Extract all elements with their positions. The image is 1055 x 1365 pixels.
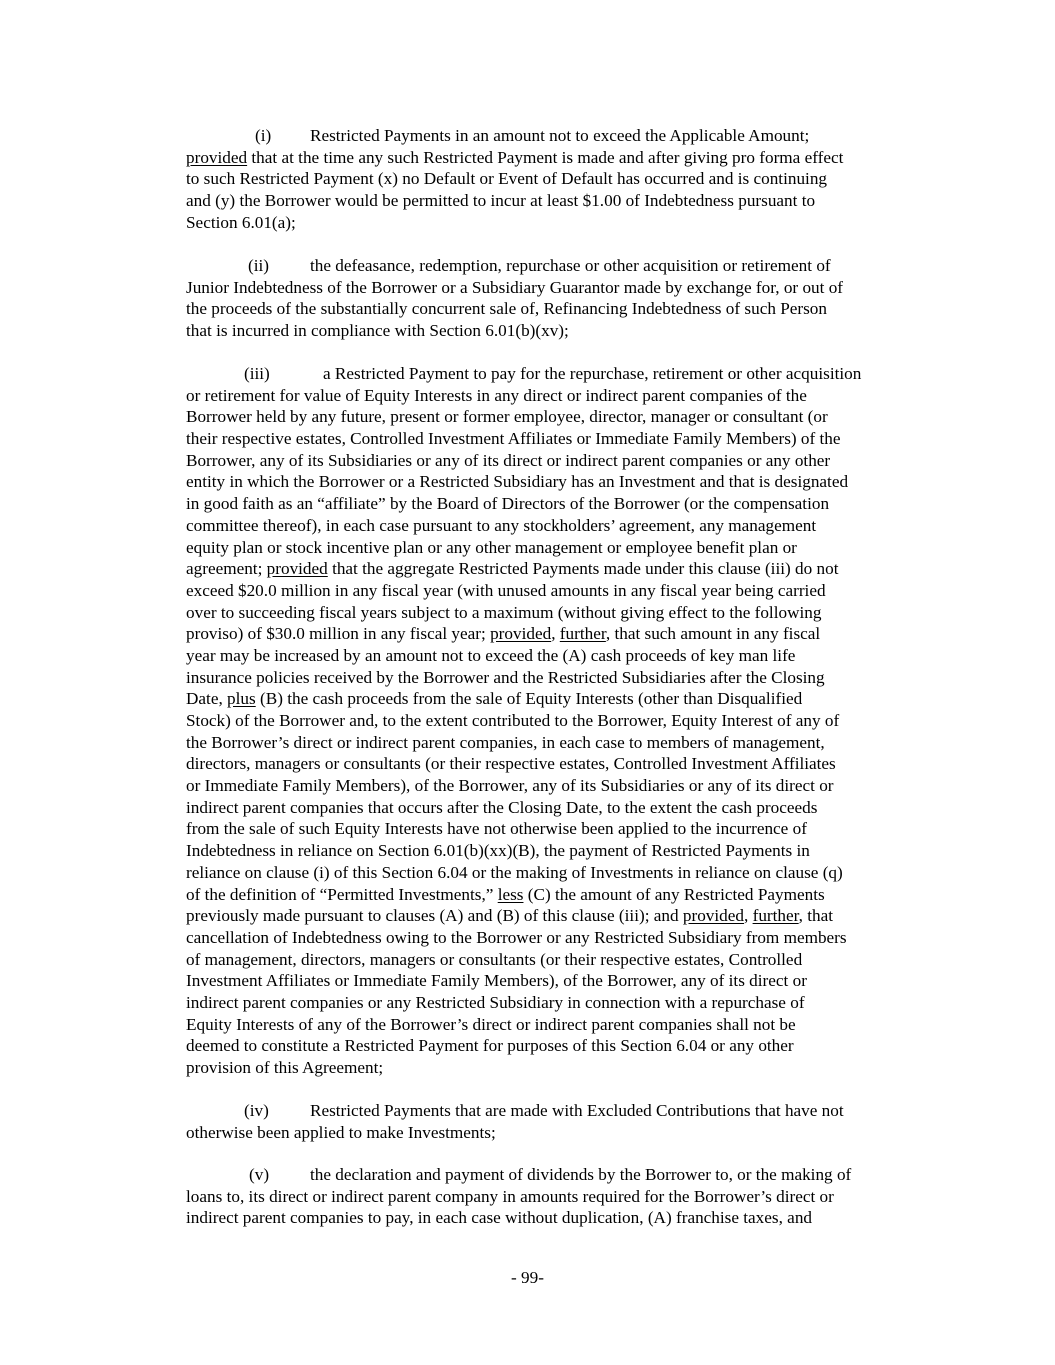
text-line	[186, 580, 926, 602]
text-run: the defeasance, redemption, repurchase or other acquisition or retirement of	[310, 256, 831, 275]
text-run: Equity Interests of any of the Borrower’s direct or indirect parent companies shall not be	[186, 1014, 796, 1034]
text-run: insurance policies received by the Borrower and the Restricted Subsidiaries after the Closing	[186, 667, 825, 687]
text-run: to such Restricted Payment (x) no Default or Event of Default has occurred and is continuing	[186, 169, 828, 189]
clause-marker: (v)	[249, 1165, 270, 1184]
text-line	[186, 840, 926, 862]
text-run: that the aggregate Restricted Payments made under this clause (iii) do not	[327, 559, 839, 579]
text-run: and (y) the Borrower would be permitted to incur at least $1.00 of Indebtedness pursuant to	[186, 191, 816, 211]
text-run: indirect parent companies to pay, in each case without duplication, (A) franchise taxes, and	[186, 1208, 813, 1228]
text-line	[186, 797, 926, 819]
text-run: ,	[744, 906, 753, 926]
text-run: the declaration and payment of dividends by the Borrower to, or the making of	[310, 1165, 852, 1184]
text-line	[186, 298, 926, 320]
text-run: of the definition of “Permitted Investments,”	[186, 884, 498, 904]
text-run: their respective estates, Controlled Investment Affiliates or Immediate Family Members) of the	[186, 429, 841, 449]
text-run: Restricted Payments in an amount not to exceed the Applicable Amount;	[310, 126, 810, 145]
text-run: Investment Affiliates or Immediate Family Members), of the Borrower, any of its direct or	[186, 971, 807, 991]
clause-iv	[186, 1100, 926, 1143]
text-line	[186, 385, 926, 407]
text-line	[186, 1207, 926, 1229]
text-line	[186, 992, 926, 1014]
underlined-term: plus	[227, 689, 256, 709]
text-run: year may be increased by an amount not to exceed the (A) cash proceeds of key man life	[186, 645, 796, 665]
text-run: , that such amount in any fiscal	[605, 624, 821, 644]
text-line	[186, 775, 926, 797]
text-run: Restricted Payments that are made with Excluded Contributions that have not	[310, 1101, 844, 1120]
text-line	[186, 688, 926, 710]
underlined-term: provided	[266, 559, 328, 579]
text-line	[186, 1122, 926, 1144]
clause-iii	[186, 363, 926, 1079]
text-run: previously made pursuant to clauses (A) and (B) of this clause (iii); and	[186, 906, 683, 926]
text-run: (B) the cash proceeds from the sale of Equity Interests (other than Disqualified	[255, 689, 803, 709]
text-line	[186, 1057, 926, 1079]
text-run: , that	[798, 906, 834, 926]
text-line	[186, 884, 926, 906]
text-run: Junior Indebtedness of the Borrower or a Subsidiary Guarantor made by exchange for, or out of	[186, 277, 844, 297]
text-line	[186, 450, 926, 472]
clause-ii	[186, 255, 926, 342]
text-line	[186, 1014, 926, 1036]
text-run: the proceeds of the substantially concurrent sale of, Refinancing Indebtedness of such Person	[186, 299, 827, 319]
text-line	[186, 125, 926, 147]
text-line	[186, 537, 926, 559]
text-line	[186, 1035, 926, 1057]
text-run: ,	[551, 624, 560, 644]
text-line	[186, 168, 926, 190]
text-line	[186, 212, 926, 234]
underlined-term: provided	[490, 624, 552, 644]
text-line	[186, 320, 926, 342]
text-line	[186, 190, 926, 212]
text-run: cancellation of Indebtedness owing to the Borrower or any Restricted Subsidiary from members	[186, 927, 847, 947]
text-line	[186, 862, 926, 884]
clause-marker: (i)	[255, 126, 272, 145]
text-line	[186, 1100, 926, 1122]
text-run: that at the time any such Restricted Payment is made and after giving pro forma effect	[247, 147, 844, 167]
text-line	[186, 732, 926, 754]
underlined-term: further	[752, 906, 799, 926]
text-run: Section 6.01(a);	[186, 212, 296, 232]
text-run: or retirement for value of Equity Interests in any direct or indirect parent companies of the	[186, 385, 807, 405]
text-line	[186, 558, 926, 580]
text-run: or Immediate Family Members), of the Borrower, any of its Subsidiaries or any of its direct or	[186, 776, 834, 796]
text-run: Indebtedness in reliance on Section 6.01(b)(xx)(B), the payment of Restricted Payments in	[186, 841, 810, 861]
text-line	[186, 623, 926, 645]
text-line	[186, 753, 926, 775]
text-line	[186, 905, 926, 927]
underlined-term: provided	[682, 906, 744, 926]
text-line	[186, 667, 926, 689]
text-line	[186, 1164, 926, 1186]
text-run: over to succeeding fiscal years subject to a maximum (without giving effect to the following	[186, 602, 822, 622]
underlined-term: provided	[186, 147, 248, 167]
text-run: reliance on clause (i) of this Section 6.04 or the making of Investments in reliance on clause (q)	[186, 862, 843, 882]
clause-marker: (ii)	[248, 256, 269, 275]
text-run: the Borrower’s direct or indirect parent companies, in each case to members of management,	[186, 732, 825, 752]
text-line	[186, 255, 926, 277]
text-line	[186, 949, 926, 971]
clause-marker: (iv)	[244, 1101, 269, 1120]
text-run: Stock) of the Borrower and, to the extent contributed to the Borrower, Equity Interest of any of	[186, 711, 840, 730]
text-line	[186, 406, 926, 428]
text-run: Borrower held by any future, present or former employee, director, manager or consultant (or	[186, 407, 828, 427]
text-run: otherwise been applied to make Investments;	[186, 1122, 496, 1142]
clause-i	[186, 125, 926, 233]
text-line	[186, 710, 926, 732]
text-run: entity in which the Borrower or a Restricted Subsidiary has an Investment and that is designated	[186, 472, 849, 492]
text-run: Borrower, any of its Subsidiaries or any of its direct or indirect parent companies or any other	[186, 450, 831, 470]
text-run: that is incurred in compliance with Section 6.01(b)(xv);	[186, 321, 569, 341]
text-line	[186, 970, 926, 992]
text-run: deemed to constitute a Restricted Payment for purposes of this Section 6.04 or any other	[186, 1036, 794, 1056]
text-line	[186, 515, 926, 537]
text-line	[186, 818, 926, 840]
text-line	[186, 493, 926, 515]
text-run: proviso) of $30.0 million in any fiscal year;	[186, 624, 491, 644]
text-run: in good faith as an “affiliate” by the Board of Directors of the Borrower (or the compensation	[186, 494, 830, 514]
clause-v	[186, 1164, 926, 1229]
underlined-term: less	[497, 884, 524, 904]
text-line	[186, 1186, 926, 1208]
text-run: loans to, its direct or indirect parent company in amounts required for the Borrower’s direct or	[186, 1186, 834, 1206]
text-line	[186, 147, 926, 169]
clause-marker: (iii)	[244, 364, 270, 383]
text-run: exceed $20.0 million in any fiscal year (with unused amounts in any fiscal year being carried	[186, 580, 826, 600]
text-run: agreement;	[186, 559, 267, 579]
underlined-term: further	[559, 624, 606, 644]
text-line	[186, 602, 926, 624]
text-line	[186, 428, 926, 450]
text-run: a Restricted Payment to pay for the repurchase, retirement or other acquisition	[323, 364, 862, 383]
text-run: from the sale of such Equity Interests have not otherwise been applied to the incurrence of	[186, 819, 807, 839]
text-run: indirect parent companies or any Restricted Subsidiary in connection with a repurchase of	[186, 992, 805, 1012]
text-line	[186, 927, 926, 949]
page-number: - 99-	[511, 1268, 544, 1287]
text-line	[186, 471, 926, 493]
text-line	[186, 277, 926, 299]
text-run: committee thereof), in each case pursuant to any stockholders’ agreement, any management	[186, 515, 817, 535]
text-run: equity plan or stock incentive plan or any other management or employee benefit plan or	[186, 537, 797, 557]
text-line	[186, 645, 926, 667]
text-run: (C) the amount of any Restricted Payments	[523, 884, 825, 904]
text-run: Date,	[186, 689, 228, 709]
text-run: directors, managers or consultants (or their respective estates, Controlled Investment Affiliates	[186, 754, 836, 774]
text-line	[186, 363, 926, 385]
text-run: of management, directors, managers or consultants (or their respective estates, Controlled	[186, 949, 803, 969]
text-run: provision of this Agreement;	[186, 1058, 384, 1077]
text-run: indirect parent companies that occurs after the Closing Date, to the extent the cash proceeds	[186, 797, 818, 817]
